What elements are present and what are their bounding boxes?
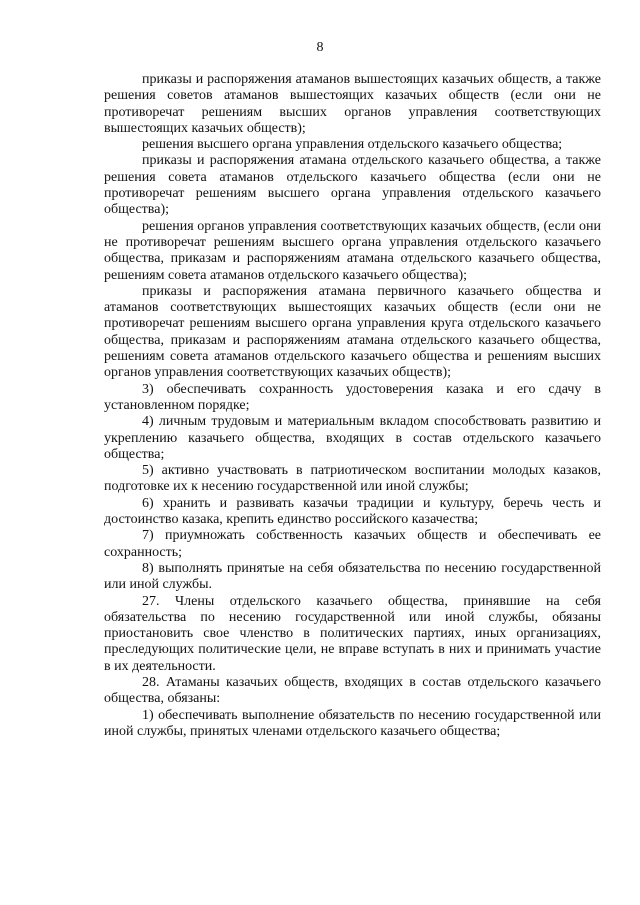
paragraph-orders-district-ataman: приказы и распоряжения атамана отдельского казачьего общества, а также решения совета атаманов отдельского казачьего общества (если они не противоречат решениям высшего органа управления отдельского казачьего общества); <box>104 153 601 218</box>
paragraph-decisions-governing-bodies: решения органов управления соответствующих казачьих обществ, (если они не противоречат решениям высшего органа управления отдельского казачьего общества, приказам и распоряжениям атамана отдельского казачьего общества, решениям совета атаманов отдельского казачьего общества); <box>104 218 601 283</box>
list-item-4: 4) личным трудовым и материальным вкладом способствовать развитию и укреплению казачьего общества, входящих в состав отдельского казачьего общества; <box>104 414 601 462</box>
clause-28-item-1: 1) обеспечивать выполнение обязательств по несению государственной или иной службы, принятых членами отдельского казачьего общества; <box>104 707 601 739</box>
paragraph-orders-primary-ataman: приказы и распоряжения атамана первичного казачьего общества и атаманов соответствующих вышестоящих казачьих обществ (если они не противоречат решениям высшего органа управления круга отдельского казачьего общества, приказам и распоряжениям атамана отдельского казачьего общества, решениям совета атаманов отдельского казачьего общества и решениям высших органов управления соответствующих казачьих обществ); <box>104 283 601 381</box>
document-body <box>104 72 601 740</box>
list-item-8: 8) выполнять принятые на себя обязательства по несению государственной или иной службы. <box>104 560 601 593</box>
list-item-6: 6) хранить и развивать казачьи традиции и культуру, беречь честь и достоинство казака, крепить единство российского казачества; <box>104 495 601 528</box>
clause-28: 28. Атаманы казачьих обществ, входящих в состав отдельского казачьего общества, обязаны: <box>104 674 601 707</box>
list-item-5: 5) активно участвовать в патриотическом воспитании молодых казаков, подготовке их к несению государственной или иной службы; <box>104 463 601 495</box>
clause-27: 27. Члены отдельского казачьего общества, принявшие на себя обязательства по несению государственной или иной службы, обязаны приостановить свое членство в политических партиях, иных организациях, преследующих политические цели, не вправе вступать в них и принимать участие в их деятельности. <box>104 593 601 674</box>
paragraph-decisions-supreme-body: решения высшего органа управления отдельского казачьего общества; <box>142 137 563 153</box>
paragraph-orders-higher-atamans: приказы и распоряжения атаманов вышестоящих казачьих обществ, а также решения советов атаманов вышестоящих казачьих обществ (если они не противоречат решениям высших органов управления соответствующих вышестоящих казачьих обществ); <box>104 72 601 136</box>
page-number: 8 <box>316 40 324 55</box>
list-item-7: 7) приумножать собственность казачьих обществ и обеспечивать ее сохранность; <box>104 528 601 560</box>
list-item-3: 3) обеспечивать сохранность удостоверения казака и его сдачу в установленном порядке; <box>104 381 601 413</box>
